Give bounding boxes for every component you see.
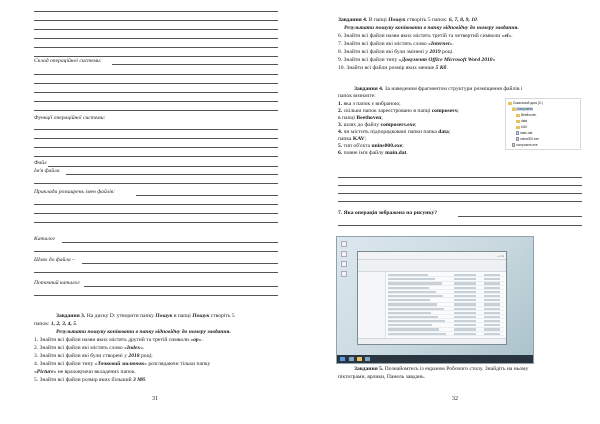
file-row [388, 274, 504, 277]
text: папка [338, 136, 353, 142]
folder-icon [508, 102, 512, 105]
text: Internet [430, 41, 450, 47]
task-item [338, 65, 448, 72]
answer-line [62, 242, 278, 243]
tree-item-label: unins000.exe [520, 137, 539, 141]
label-shliakh: Шлях до файла – [34, 257, 75, 263]
file-row-name [388, 295, 443, 297]
file-row-size [484, 295, 500, 297]
task5-line2: піктограми, ярлики, Панель завдань. [338, 374, 426, 380]
page-number: 32 [452, 396, 458, 402]
text: Пошук [388, 17, 406, 23]
label-fail: Файл [34, 160, 47, 166]
text: 10. Знайти всі файли розмір яких менше [338, 65, 436, 71]
text: створіть 5 папок: [405, 17, 449, 23]
folder-icon [516, 120, 520, 123]
text: повне ім'я файлу [342, 150, 386, 156]
task5-line1 [354, 366, 528, 373]
file-row-size [484, 287, 500, 289]
file-row-name [388, 328, 439, 330]
text: 6, 7, 8, 9, 10 [448, 17, 477, 23]
text: Index [126, 345, 141, 351]
text: Picture [36, 369, 54, 375]
text: Документ Office Microsoft Word 2010 [401, 57, 493, 63]
desktop-icon [341, 251, 347, 257]
text: 2019 [429, 49, 441, 55]
tree-item-label: main.dat [520, 131, 533, 135]
answer-line [338, 193, 582, 194]
label-pryklady: Приклади розширень імен файлів: [34, 189, 116, 195]
file-tree-figure [505, 98, 581, 150]
label-imia: Ім'я файла [34, 168, 60, 174]
text: ор [193, 337, 199, 343]
answer-line [84, 286, 278, 287]
tree-item-label: Локальный диск (C:) [513, 101, 544, 105]
task-item [34, 369, 136, 376]
file-row-date [454, 328, 476, 330]
text: . [144, 377, 147, 383]
task-item [338, 101, 401, 108]
file-row-date [454, 320, 476, 322]
answer-line [66, 174, 278, 175]
file-row-name [388, 282, 442, 284]
text: . [406, 150, 408, 156]
file-row [388, 282, 504, 285]
task3-line1 [56, 313, 235, 320]
text: 6. [338, 150, 343, 156]
file-row [388, 328, 504, 331]
file-row-size [484, 299, 500, 301]
text: ; [402, 143, 404, 149]
text: 4. Знайти всі файли типу « [34, 361, 98, 367]
answer-line [34, 92, 278, 93]
tree-item-label: KAV [521, 125, 528, 129]
file-row-name [388, 287, 429, 289]
answer-line [34, 183, 278, 184]
tree-item [516, 125, 527, 129]
text: В папці [367, 17, 389, 23]
task-item [338, 57, 495, 64]
answer-line [34, 295, 278, 296]
text: ». [449, 41, 454, 47]
tree-item-label: composers [517, 107, 533, 111]
file-row-size [484, 308, 500, 310]
file-row-name [388, 291, 436, 293]
task4b-intro2: папок визначте: [338, 93, 376, 99]
text: . [476, 17, 479, 23]
file-row [388, 320, 504, 323]
task-item [338, 129, 450, 136]
file-row-size [484, 316, 500, 318]
file-row-size [484, 312, 500, 314]
text: ». [140, 345, 145, 351]
task-item [34, 345, 144, 352]
text: KAV [352, 136, 365, 142]
task-item [338, 150, 408, 157]
text: 2. Знайти всі файли які містять слово « [34, 345, 127, 351]
text: Пошук [155, 313, 173, 319]
task-item [338, 41, 454, 48]
answer-line [338, 201, 582, 202]
file-row-size [484, 303, 500, 305]
text: 6. Знайти всі файли назви яких містять третій та четвертий символи « [338, 33, 505, 39]
text: 5 Кб [435, 65, 447, 71]
file-row-size [484, 333, 500, 335]
text: ; [414, 122, 417, 128]
text: На диску D: утворити папку [85, 313, 156, 319]
file-row [388, 316, 504, 319]
answer-line [34, 110, 278, 111]
desktop-screenshot-figure [336, 236, 534, 364]
text: 1. [338, 101, 343, 107]
file-icon [512, 143, 515, 147]
explorer-window [357, 251, 507, 345]
file-row-date [454, 295, 476, 297]
text: ». [198, 337, 203, 343]
text: data [438, 129, 449, 135]
text: . [76, 321, 78, 327]
task5-heading: Завдання 5. [354, 366, 384, 372]
file-row [388, 308, 504, 311]
file-row-name [388, 308, 444, 310]
text: Beethoven [356, 115, 382, 121]
tree-item [516, 113, 536, 117]
task-item [338, 115, 383, 122]
file-row-date [454, 278, 476, 280]
label-sklad: Склад операційної системи: [34, 58, 102, 64]
tree-item-label: Beethoven [521, 113, 537, 117]
text: » [492, 57, 496, 63]
text: створіть 5 [209, 313, 235, 319]
file-icon [516, 137, 519, 141]
file-row-name [388, 320, 445, 322]
answer-line [34, 213, 278, 214]
text: в папці [338, 115, 357, 121]
start-icon [340, 357, 345, 361]
file-row-name [388, 274, 428, 276]
folder-icon [357, 357, 362, 361]
file-row-date [454, 282, 476, 284]
answer-line [48, 166, 278, 167]
answer-line [34, 47, 278, 48]
answer-line [338, 177, 582, 178]
text: яка з папок є вибраною; [342, 101, 401, 107]
file-row-size [484, 282, 500, 284]
text: році; [139, 353, 153, 359]
task-item [338, 108, 459, 115]
text: 1. Знайти всі файли назви яких містять другий та третій символи « [34, 337, 194, 343]
text: « [34, 369, 37, 375]
task-item [34, 377, 146, 384]
answer-line [34, 83, 278, 84]
file-row-size [484, 274, 500, 276]
text: 1, 2, 3, 4, 5 [50, 321, 77, 327]
file-row-size [484, 328, 500, 330]
text: ». [508, 33, 513, 39]
tree-item [516, 119, 527, 123]
text: Познайомтесь із екраном Робочого столу. Знайдіть на ньому [383, 366, 529, 372]
tree-item [516, 137, 539, 141]
text: 3. Знайти всі файли які були створені у [34, 353, 129, 359]
answer-line [82, 263, 278, 264]
text: 5. [338, 143, 343, 149]
answer-line [458, 216, 582, 217]
answer-line [34, 156, 278, 157]
label-funkcii: Функції операційної системи: [34, 115, 106, 121]
answer-line [34, 272, 278, 273]
answer-line [34, 204, 278, 205]
file-row [388, 303, 504, 306]
file-row [388, 299, 504, 302]
file-row-date [454, 303, 476, 305]
answer-line [34, 147, 278, 148]
text: шлях до файлу [342, 122, 381, 128]
text: в папці [172, 313, 193, 319]
text: unins000.exe [371, 143, 403, 149]
folder-icon [516, 114, 520, 117]
task4a-results-title: Результати пошуку копіювати в папку відповідну до номеру завдання. [344, 25, 519, 31]
task-item [338, 122, 417, 129]
tree-item [512, 107, 533, 111]
label-potochnyi: Поточний каталог [34, 280, 80, 286]
text: 8. Знайти всі файли які були змінені у [338, 49, 430, 55]
answer-line [34, 11, 278, 12]
status-bar [358, 338, 506, 344]
answer-line [34, 101, 278, 102]
text: Пошук [192, 313, 210, 319]
answer-line [34, 222, 278, 223]
task-item [34, 353, 153, 360]
file-row-name [388, 299, 430, 301]
text: тип об'єкта [342, 143, 372, 149]
text: чи містить підпорядковані папки папка [342, 129, 439, 135]
answer-line [136, 195, 278, 196]
file-row [388, 324, 504, 327]
file-row-date [454, 299, 476, 301]
page-number: 31 [152, 396, 158, 402]
file-row-date [454, 324, 476, 326]
label-kataloh: Каталог [34, 236, 55, 242]
taskbar [337, 355, 533, 363]
window-titlebar [358, 252, 506, 260]
answer-line [34, 20, 278, 21]
navigation-pane [358, 272, 386, 338]
text: ; [364, 136, 367, 142]
text: 9. Знайти всі файли типу « [338, 57, 402, 63]
text: » не враховуючи вкладених папок. [53, 369, 136, 375]
text: 2. [338, 108, 343, 114]
file-row-date [454, 287, 476, 289]
answer-line [34, 251, 278, 252]
text: році. [440, 49, 454, 55]
taskbar-icon [365, 357, 370, 361]
folder-icon [516, 126, 520, 129]
tree-item [512, 143, 538, 147]
file-row [388, 333, 504, 336]
text: composers; [431, 108, 459, 114]
task3-heading: Завдання 3. [56, 313, 86, 319]
text: composers.exe [380, 122, 415, 128]
answer-line [338, 185, 582, 186]
text: el [504, 33, 509, 39]
desktop-icon [341, 271, 347, 277]
task4a-line1 [338, 17, 478, 24]
text: 3. [338, 122, 343, 128]
answer-line [112, 64, 278, 65]
file-row-name [388, 316, 438, 318]
file-list [388, 274, 504, 338]
text: ; [381, 115, 383, 121]
text: main.dat [385, 150, 407, 156]
file-row [388, 287, 504, 290]
window-ribbon [358, 260, 506, 272]
file-row [388, 278, 504, 281]
task3-line2 [34, 321, 77, 328]
file-row-date [454, 312, 476, 314]
question-7: 7. Яка операція зображена на рисунку? [338, 210, 438, 216]
desktop-icon [341, 261, 347, 267]
file-row-date [454, 333, 476, 335]
text: папок: [34, 321, 51, 327]
tree-item-label: data [521, 119, 528, 123]
text: 5. Знайти всі файли розмір яких більший [34, 377, 133, 383]
tree-item-label: composers.exe [516, 143, 538, 147]
file-row-date [454, 308, 476, 310]
text: скільки папок зареєстровано в папці [342, 108, 432, 114]
desktop-icon [341, 241, 347, 247]
file-row-size [484, 320, 500, 322]
answer-line [34, 29, 278, 30]
task-item [338, 33, 513, 40]
file-row-name [388, 312, 431, 314]
file-row-date [454, 291, 476, 293]
task-item [338, 143, 404, 150]
window-buttons: – □ × [497, 254, 504, 258]
file-row-size [484, 324, 500, 326]
task-item [34, 361, 210, 368]
file-row-name [388, 278, 435, 280]
text: 3 Мб [132, 377, 145, 383]
text: » розглядаючи тільки папку [144, 361, 211, 367]
answer-line [34, 138, 278, 139]
answer-line [338, 225, 582, 226]
text: ; [448, 129, 451, 135]
tree-item [508, 101, 543, 105]
text: 4. [338, 129, 343, 135]
file-row [388, 291, 504, 294]
text: За наведеним фрагментом структури розміщення файлів і [383, 86, 523, 92]
file-row-size [484, 278, 500, 280]
answer-line [34, 56, 278, 57]
answer-line [34, 129, 278, 130]
file-row [388, 295, 504, 298]
task-item [338, 136, 366, 143]
task4a-heading: Завдання 4. [338, 17, 368, 23]
file-row [388, 312, 504, 315]
folder-icon [512, 108, 516, 111]
answer-line [34, 38, 278, 39]
text: 2018 [128, 353, 140, 359]
task-item [338, 49, 454, 56]
text: . [446, 65, 448, 71]
file-icon [516, 131, 519, 135]
tree-item [516, 131, 532, 135]
task-item [34, 337, 203, 344]
file-row-name [388, 333, 446, 335]
file-row-date [454, 274, 476, 276]
task3-results-title: Результати пошуку копіювати в папку відповідну до номеру завдання. [56, 329, 231, 335]
file-row-name [388, 324, 432, 326]
file-row-date [454, 316, 476, 318]
text: Точковий малюнок [97, 361, 145, 367]
text: 7. Знайти всі файли які містять слово « [338, 41, 431, 47]
task4b-intro [354, 86, 522, 93]
file-row-name [388, 303, 437, 305]
answer-line [34, 74, 278, 75]
task4b-heading: Завдання 4. [354, 86, 384, 92]
taskbar-icon [349, 357, 354, 361]
file-row-size [484, 291, 500, 293]
